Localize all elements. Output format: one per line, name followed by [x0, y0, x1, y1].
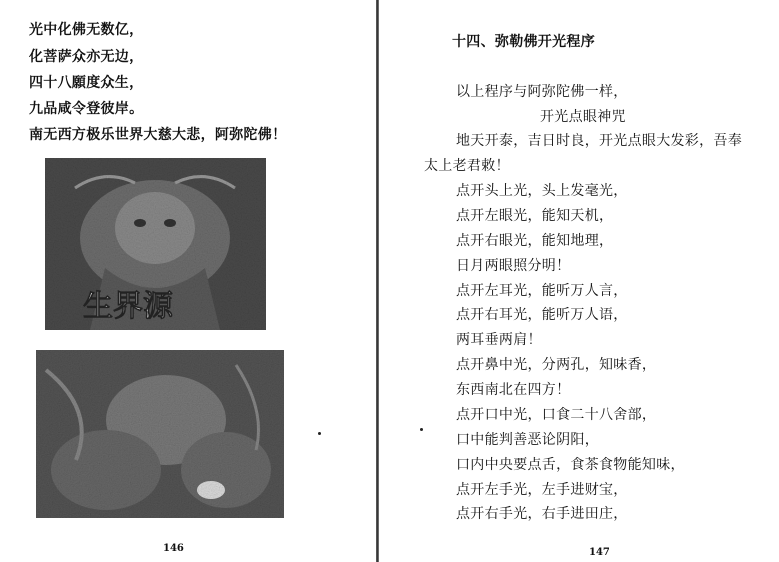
body-line-16: 口内中央要点舌，食茶食物能知味，: [456, 457, 685, 473]
photo-caption: 生界源: [83, 289, 173, 324]
verse-line-2: 化菩萨众亦无边，: [29, 49, 144, 65]
body-line-6: 点开左眼光，能知天机，: [456, 208, 614, 224]
statue-photo-top-image: [45, 158, 266, 330]
page-number-left: 146: [163, 543, 184, 554]
body-line-17: 点开左手光，左手进财宝，: [456, 482, 628, 498]
verse-line-5: 南无西方极乐世界大慈大悲，阿弥陀佛！: [29, 127, 287, 143]
verse-line-4: 九品咸令登彼岸。: [29, 101, 144, 117]
body-line-10: 点开右耳光，能听万人语，: [456, 307, 628, 323]
statue-photo-bottom: [36, 350, 284, 518]
body-line-13: 东西南北在四方！: [456, 382, 571, 398]
body-line-4: 太上老君敕！: [424, 158, 510, 174]
body-line-5: 点开头上光，头上发毫光，: [456, 183, 628, 199]
right-page: [380, 0, 779, 562]
body-line-18: 点开右手光，右手进田庄，: [456, 506, 628, 522]
body-line-8: 日月两眼照分明！: [456, 258, 571, 274]
scan-speck: [420, 428, 423, 431]
body-line-7: 点开右眼光，能知地理，: [456, 233, 614, 249]
statue-photo-top: [45, 158, 266, 330]
statue-photo-bottom-image: [36, 350, 284, 518]
body-line-3: 地天开泰，吉日时良，开光点眼大发彩，吾奉: [456, 133, 742, 149]
body-line-12: 点开鼻中光，分两孔，知味香，: [456, 357, 657, 373]
body-line-14: 点开口中光，口食二十八舍部，: [456, 407, 657, 423]
body-line-1: 以上程序与阿弥陀佛一样，: [456, 84, 628, 100]
verse-line-3: 四十八願度众生，: [29, 75, 144, 91]
left-page: [0, 0, 376, 562]
book-spine: [376, 0, 379, 562]
body-line-9: 点开左耳光，能听万人言，: [456, 283, 628, 299]
body-line-11: 两耳垂两肩！: [456, 332, 542, 348]
section-heading: 十四、弥勒佛开光程序: [452, 34, 595, 50]
body-line-15: 口中能判善恶论阴阳，: [456, 432, 599, 448]
verse-line-1: 光中化佛无数亿，: [29, 22, 144, 38]
incantation-title: 开光点眼神咒: [540, 109, 626, 125]
scan-speck: [318, 432, 321, 435]
page-number-right: 147: [589, 547, 610, 558]
